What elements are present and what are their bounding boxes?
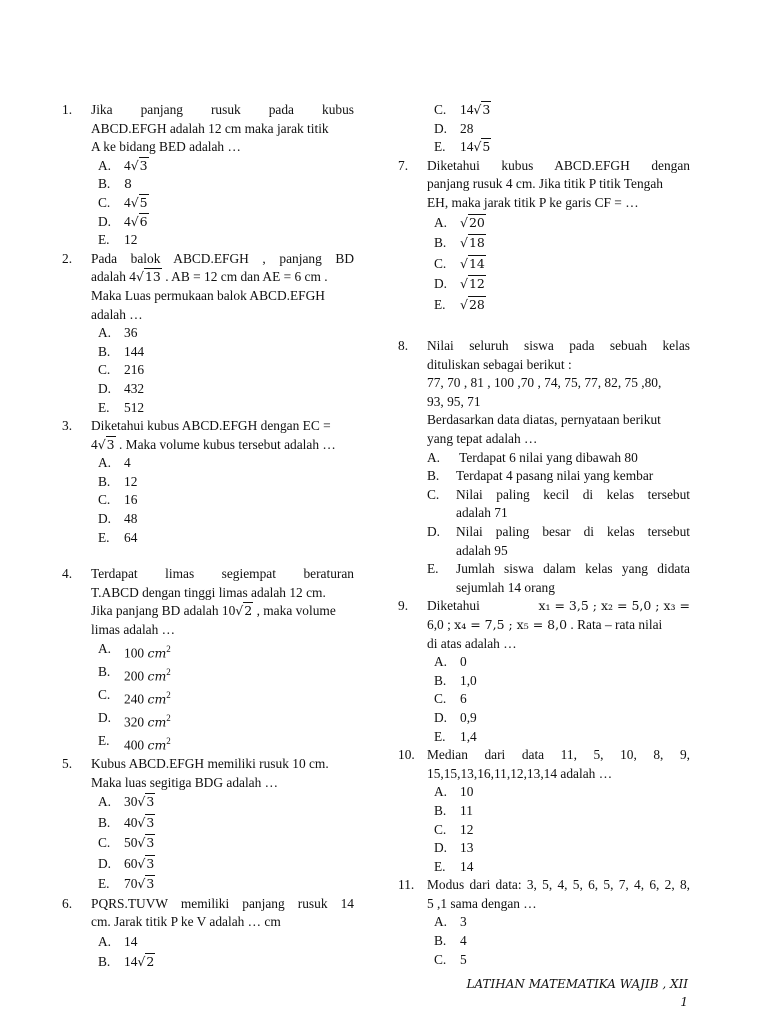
option-e: E. 1,4: [434, 728, 477, 744]
answer-options: [98, 157, 354, 250]
question-6-continued: [398, 101, 690, 157]
option-a: A. 0: [434, 654, 467, 670]
question-text: Diketahui kubus ABCD.EFGH dengan EC = 4√3 . Maka volume kubus tersebut adalah …: [91, 418, 336, 452]
answer-options: [98, 792, 354, 895]
option-a: A. √20: [434, 214, 485, 230]
option-b: B. 144: [98, 343, 145, 359]
question-text: Kubus ABCD.EFGH memiliki rusuk 10 cm. Maka luas segitiga BDG adalah …: [91, 755, 329, 790]
left-column: [62, 101, 354, 972]
page-number: 1: [680, 995, 688, 1009]
option-b: B. 8: [98, 176, 132, 192]
option-d: D. 432: [98, 380, 145, 396]
option-a: A. 14: [98, 933, 138, 949]
question-number: 7.: [398, 157, 409, 173]
option-a: A. 4√3: [98, 157, 148, 173]
question-number: 6.: [62, 895, 73, 911]
option-c: C. 14√3: [434, 102, 491, 117]
option-a: A. 4: [98, 455, 131, 471]
question-3: [62, 417, 354, 547]
option-c: C. √14: [434, 255, 485, 271]
question-4: [62, 565, 354, 755]
answer-options: [427, 449, 690, 598]
answer-options: [434, 213, 690, 316]
option-e: E. 70√3: [98, 876, 155, 892]
option-a: A. 3: [434, 914, 467, 930]
option-b: B. 200 $cm^2$: [98, 663, 171, 684]
option-e: E. 512: [98, 399, 145, 415]
right-column: [398, 101, 690, 969]
option-c: C. 240 $cm^2$: [98, 686, 171, 707]
option-e: E. Jumlah siswa dalam kelas yang didata sejumlah 14 orang: [427, 561, 690, 595]
option-d: D. Nilai paling besar di kelas tersebut adalah 95: [427, 524, 690, 558]
question-number: 8.: [398, 338, 409, 354]
question-text: Diketahui x₁ = 3,5 ; x₂ = 5,0 ; x₃ = 6,0 ; x₄ = 7,5 ; x₅ = 8,0 . Rata – rata nilai di atas adalah …: [427, 598, 690, 651]
question-number: 5.: [62, 755, 73, 771]
answer-options: [98, 454, 354, 547]
option-b: B. 11: [434, 802, 473, 818]
question-11: [398, 876, 690, 969]
question-2: [62, 250, 354, 417]
option-c: C. 216: [98, 362, 145, 378]
option-b: B. 1,0: [434, 672, 477, 688]
option-a: A. 30√3: [98, 794, 155, 810]
option-e: E. 14√5: [434, 139, 491, 155]
option-c: C. 6: [434, 691, 467, 707]
option-d: D. 28: [434, 120, 474, 136]
question-number: 3.: [62, 418, 73, 434]
page-footer: [467, 975, 688, 1011]
option-a: A. 100 $cm^2$: [98, 640, 171, 661]
option-e: E. 400 $cm^2$: [98, 732, 171, 753]
question-8: [398, 337, 690, 597]
option-c: C. 50√3: [98, 835, 155, 851]
question-text: Pada balok ABCD.EFGH , panjang BD adalah 4√13 . AB = 12 cm dan AE = 6 cm . Maka Luas permukaan balok ABCD.EFGH adalah …: [91, 250, 354, 322]
option-b: B. √18: [434, 235, 485, 251]
question-text: Modus dari data: 3, 5, 4, 5, 6, 5, 7, 4, 6, 2, 8, 5 ,1 sama dengan …: [427, 877, 690, 911]
question-7: [398, 157, 690, 315]
option-d: D. √12: [434, 276, 485, 292]
option-b: B. 40√3: [98, 814, 155, 830]
option-d: D. 320 $cm^2$: [98, 709, 171, 730]
answer-options: [434, 653, 690, 746]
question-text: Nilai seluruh siswa pada sebuah kelas dituliskan sebagai berikut : 77, 70 , 81 , 100 ,70 , 74, 75, 77, 82, 75 ,80, 93, 95, 71 Berdasarkan data diatas, pernyataan berikut yang tepat adalah …: [427, 338, 690, 447]
question-number: 1.: [62, 102, 73, 117]
option-a: A. 10: [434, 784, 474, 800]
question-text: Diketahui kubus ABCD.EFGH dengan panjang rusuk 4 cm. Jika titik P titik Tengah EH, maka jarak titik P ke garis CF = …: [427, 157, 690, 210]
option-c: C. Nilai paling kecil di kelas tersebut adalah 71: [427, 486, 690, 521]
option-c: C. 5: [434, 951, 467, 967]
question-number: 2.: [62, 250, 73, 266]
question-1: [62, 101, 354, 250]
option-a: A. 36: [98, 325, 138, 341]
option-c: C. 16: [98, 492, 138, 508]
option-d: D. 13: [434, 840, 474, 856]
answer-options: [434, 101, 690, 157]
option-a: A. Terdapat 6 nilai yang dibawah 80: [427, 449, 638, 465]
answer-options: [98, 324, 354, 417]
question-number: 10.: [398, 747, 415, 763]
option-b: B. 14√2: [98, 953, 155, 969]
answer-options: [98, 932, 354, 972]
question-text: PQRS.TUVW memiliki panjang rusuk 14 cm. Jarak titik P ke V adalah … cm: [91, 895, 354, 930]
question-number: 4.: [62, 566, 73, 582]
option-b: B. 12: [98, 473, 138, 489]
question-10: [398, 746, 690, 876]
answer-options: [434, 913, 690, 969]
option-c: C. 12: [434, 821, 474, 837]
option-d: D. 48: [98, 511, 138, 527]
option-e: E. 64: [98, 529, 138, 545]
question-number: 11.: [398, 877, 415, 893]
question-5: [62, 755, 354, 895]
question-text: Jika panjang rusuk pada kubus ABCD.EFGH adalah 12 cm maka jarak titik A ke bidang BED adalah …: [91, 102, 354, 155]
answer-options: [98, 640, 354, 755]
option-e: E. 12: [98, 232, 138, 248]
question-text: Median dari data 11, 5, 10, 8, 9, 15,15,13,16,11,12,13,14 adalah …: [427, 747, 690, 781]
question-6: [62, 895, 354, 972]
option-c: C. 4√5: [98, 194, 148, 210]
answer-options: [434, 783, 690, 876]
option-e: E. √28: [434, 296, 485, 312]
option-e: E. 14: [434, 858, 474, 874]
option-d: D. 0,9: [434, 709, 477, 725]
option-b: B. Terdapat 4 pasang nilai yang kembar: [427, 468, 654, 484]
option-b: B. 4: [434, 933, 467, 949]
option-d: D. 4√6: [98, 213, 148, 229]
option-d: D. 60√3: [98, 855, 155, 871]
question-number: 9.: [398, 598, 409, 614]
footer-title: LATIHAN MATEMATIKA WAJIB , XII: [466, 977, 688, 991]
question-9: [398, 597, 690, 746]
question-text: Terdapat limas segiempat beraturan T.ABCD dengan tinggi limas adalah 12 cm. Jika panjang BD adalah 10√2 , maka volume limas adalah …: [91, 566, 354, 638]
